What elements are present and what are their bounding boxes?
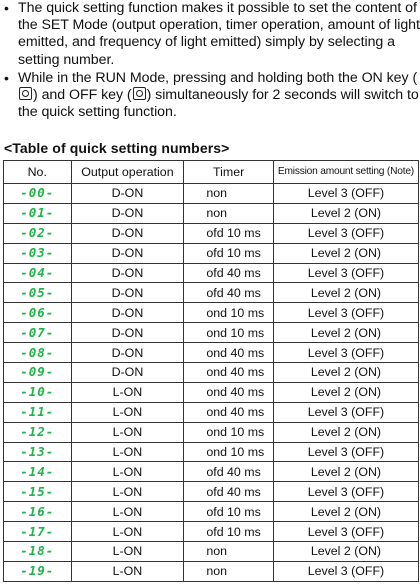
- setting-number: -16-: [4, 502, 72, 522]
- timer-value: ofd 10 ms: [184, 243, 274, 263]
- timer-value: non: [184, 561, 274, 581]
- setting-number: -03-: [4, 243, 72, 263]
- output-operation: D-ON: [71, 263, 184, 283]
- setting-number: -09-: [4, 363, 72, 383]
- table-row: [4, 323, 419, 343]
- emission-setting: Level 2 (ON): [273, 462, 418, 482]
- table-row: [4, 462, 419, 482]
- table-row: [4, 303, 419, 323]
- emission-setting: Level 3 (OFF): [273, 223, 418, 243]
- table-row: [4, 263, 419, 283]
- table-row: [4, 203, 419, 223]
- emission-setting: Level 3 (OFF): [273, 442, 418, 462]
- emission-setting: Level 2 (ON): [273, 203, 418, 223]
- timer-value: ond 40 ms: [184, 382, 274, 402]
- emission-setting: Level 3 (OFF): [273, 303, 418, 323]
- emission-setting: Level 3 (OFF): [273, 561, 418, 581]
- output-operation: L-ON: [71, 542, 184, 562]
- table-row: [4, 184, 419, 204]
- table-row: [4, 542, 419, 562]
- setting-number: -11-: [4, 402, 72, 422]
- timer-value: ond 40 ms: [184, 343, 274, 363]
- timer-value: ond 10 ms: [184, 323, 274, 343]
- output-operation: D-ON: [71, 243, 184, 263]
- emission-setting: Level 2 (ON): [273, 502, 418, 522]
- table-row: [4, 363, 419, 383]
- table-row: [4, 223, 419, 243]
- timer-value: ond 10 ms: [184, 442, 274, 462]
- bullet-item-quick-setting: [0, 0, 420, 69]
- output-operation: D-ON: [71, 184, 184, 204]
- setting-number: -18-: [4, 542, 72, 562]
- bullet-text: The quick setting function makes it possible to set the content of the SET Mode (output operation, timer operation, amount of light emitted, and frequency of light emitted) simply by selecting a setting number.: [18, 0, 420, 68]
- table-row: [4, 561, 419, 581]
- timer-value: ond 10 ms: [184, 422, 274, 442]
- off-key-icon: [133, 87, 146, 100]
- bullet-text-part1: While in the RUN Mode, pressing and holding both the ON key (: [18, 69, 418, 86]
- bullet-glyph: •: [4, 69, 9, 86]
- output-operation: D-ON: [71, 343, 184, 363]
- emission-setting: Level 2 (ON): [273, 382, 418, 402]
- emission-setting: Level 3 (OFF): [273, 184, 418, 204]
- setting-number: -12-: [4, 422, 72, 442]
- timer-value: non: [184, 542, 274, 562]
- setting-number: -13-: [4, 442, 72, 462]
- timer-value: ofd 10 ms: [184, 223, 274, 243]
- output-operation: L-ON: [71, 482, 184, 502]
- emission-setting: Level 3 (OFF): [273, 402, 418, 422]
- table-row: [4, 482, 419, 502]
- output-operation: L-ON: [71, 402, 184, 422]
- table-row: [4, 442, 419, 462]
- setting-number: -14-: [4, 462, 72, 482]
- emission-setting: Level 2 (ON): [273, 323, 418, 343]
- setting-number: -00-: [4, 184, 72, 204]
- timer-value: ond 10 ms: [184, 303, 274, 323]
- setting-number: -07-: [4, 323, 72, 343]
- header-no: No.: [4, 161, 72, 184]
- timer-value: ofd 40 ms: [184, 283, 274, 303]
- setting-number: -15-: [4, 482, 72, 502]
- setting-number: -05-: [4, 283, 72, 303]
- table-row: [4, 283, 419, 303]
- timer-value: non: [184, 203, 274, 223]
- bullet-text-part2: ) and OFF key (: [33, 87, 132, 104]
- output-operation: L-ON: [71, 502, 184, 522]
- setting-number: -19-: [4, 561, 72, 581]
- output-operation: D-ON: [71, 363, 184, 383]
- output-operation: L-ON: [71, 442, 184, 462]
- output-operation: L-ON: [71, 462, 184, 482]
- setting-number: -04-: [4, 263, 72, 283]
- output-operation: L-ON: [71, 561, 184, 581]
- setting-number: -17-: [4, 522, 72, 542]
- bullet-text-part3: ) simultaneously for 2 seconds will switch to the quick setting function.: [18, 87, 419, 121]
- table-row: [4, 422, 419, 442]
- bullet-item-run-mode: [0, 70, 420, 122]
- table-row: [4, 382, 419, 402]
- emission-setting: Level 2 (ON): [273, 422, 418, 442]
- timer-value: ofd 40 ms: [184, 263, 274, 283]
- bullet-glyph: •: [4, 0, 9, 16]
- output-operation: D-ON: [71, 323, 184, 343]
- emission-setting: Level 2 (ON): [273, 542, 418, 562]
- table-row: [4, 243, 419, 263]
- header-emission-amount: Emission amount setting (Note): [273, 161, 418, 184]
- setting-number: -06-: [4, 303, 72, 323]
- emission-setting: Level 3 (OFF): [273, 482, 418, 502]
- quick-setting-table: [3, 160, 419, 582]
- header-timer: Timer: [184, 161, 274, 184]
- emission-setting: Level 2 (ON): [273, 363, 418, 383]
- table-body: [4, 184, 419, 582]
- output-operation: D-ON: [71, 203, 184, 223]
- emission-setting: Level 2 (ON): [273, 243, 418, 263]
- setting-number: -08-: [4, 343, 72, 363]
- header-output-operation: Output operation: [71, 161, 184, 184]
- output-operation: L-ON: [71, 382, 184, 402]
- intro-text: [0, 0, 420, 121]
- table-row: [4, 402, 419, 422]
- timer-value: ofd 40 ms: [184, 482, 274, 502]
- timer-value: ond 40 ms: [184, 363, 274, 383]
- emission-setting: Level 3 (OFF): [273, 343, 418, 363]
- setting-number: -10-: [4, 382, 72, 402]
- output-operation: L-ON: [71, 522, 184, 542]
- table-header-row: [4, 161, 419, 184]
- output-operation: L-ON: [71, 422, 184, 442]
- table-row: [4, 502, 419, 522]
- timer-value: ofd 40 ms: [184, 462, 274, 482]
- emission-setting: Level 2 (ON): [273, 283, 418, 303]
- table-title: <Table of quick setting numbers>: [4, 140, 230, 156]
- table-row: [4, 522, 419, 542]
- emission-setting: Level 3 (OFF): [273, 522, 418, 542]
- setting-number: -02-: [4, 223, 72, 243]
- setting-number: -01-: [4, 203, 72, 223]
- output-operation: D-ON: [71, 283, 184, 303]
- output-operation: D-ON: [71, 303, 184, 323]
- emission-setting: Level 3 (OFF): [273, 263, 418, 283]
- timer-value: ofd 10 ms: [184, 502, 274, 522]
- timer-value: non: [184, 184, 274, 204]
- output-operation: D-ON: [71, 223, 184, 243]
- on-key-icon: [19, 87, 32, 100]
- timer-value: ofd 10 ms: [184, 522, 274, 542]
- table-row: [4, 343, 419, 363]
- timer-value: ond 40 ms: [184, 402, 274, 422]
